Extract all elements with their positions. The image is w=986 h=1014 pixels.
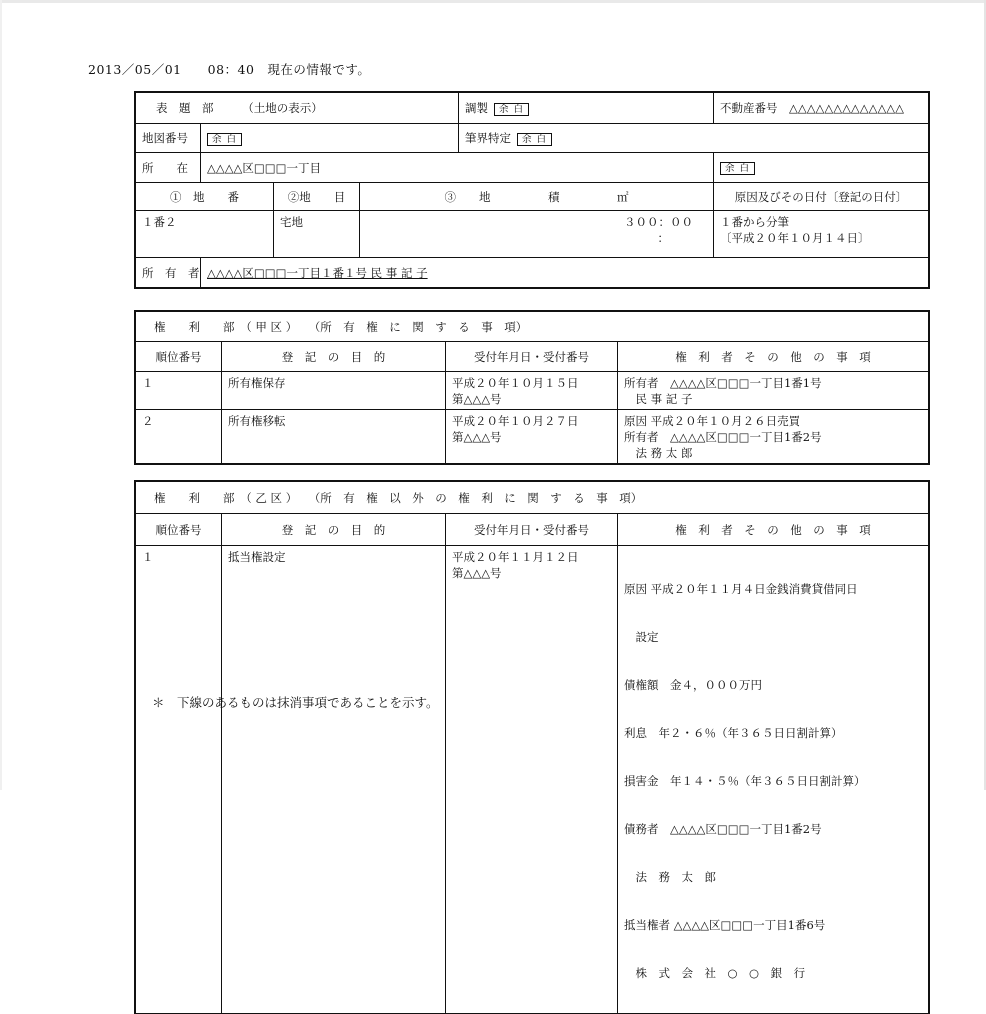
shozai-yohaku-box: 余 白 xyxy=(720,162,755,175)
fudosan-cell: 不動産番号 △△△△△△△△△△△△△ xyxy=(714,93,929,124)
page-edge-top xyxy=(0,0,986,3)
table-row-details: 所有者 △△△△区□□□一丁目1番1号 民 事 記 子 xyxy=(618,372,929,410)
genin-value: １番から分筆 〔平成２０年１０月１４日〕 xyxy=(714,211,929,258)
kouku-title: 権 利 部 （ 甲 区 ） （所 有 権 に 関 す る 事 項） xyxy=(136,312,929,342)
hyodai-title: 表 題 部 （土地の表示） xyxy=(136,93,459,124)
chiban-value: １番２ xyxy=(136,211,274,258)
chizu-label: 地図番号 xyxy=(136,124,201,153)
timestamp: 2013／05／01 08：40 現在の情報です。 xyxy=(88,62,371,77)
chimoku-value: 宅地 xyxy=(274,211,360,258)
table-row-date: 平成２０年１０月２７日 第△△△号 xyxy=(446,410,618,464)
chosei-yohaku-box: 余 白 xyxy=(494,103,529,116)
owner-label: 所 有 者 xyxy=(136,258,201,288)
table-row-date: 平成２０年１０月１５日 第△△△号 xyxy=(446,372,618,410)
col-chiseki: ③ 地 積 ㎡ xyxy=(360,183,714,211)
table-row-no: ２ xyxy=(136,410,222,464)
table-row-no: １ xyxy=(136,546,222,1014)
table-row-no: １ xyxy=(136,372,222,410)
kouku-header-date: 受付年月日・受付番号 xyxy=(446,342,618,372)
shozai-label: 所 在 xyxy=(136,153,201,183)
col-chiban: ① 地 番 xyxy=(136,183,274,211)
kouku-header-no: 順位番号 xyxy=(136,342,222,372)
footnote: ＊ 下線のあるものは抹消事項であることを示す。 xyxy=(152,695,439,710)
chiseki-value: ３００：００ ： xyxy=(360,211,714,258)
col-chimoku: ②地 目 xyxy=(274,183,360,211)
table-row-details: 原因 平成２０年１０月２６日売買 所有者 △△△△区□□□一丁目1番2号 法 務 太 郎 xyxy=(618,410,929,464)
owner-value: △△△△区□□□一丁目１番１号 民 事 記 子 xyxy=(201,258,929,288)
chizu-yohaku-box: 余 白 xyxy=(207,133,242,146)
kouku-header-details: 権 利 者 そ の 他 の 事 項 xyxy=(618,342,929,372)
table-row-details: 原因 平成２０年１１月４日金銭消費貸借同日 設定 債権額 金４，０００万円 利息 年２・６％（年３６５日日割計算） 損害金 年１４・５％（年３６５日日割計算） 債務者 △△△△区□□□一丁目1番2号 法 務 太 郎 抵当権者 △△△△区□□□一丁目1番6号 株 式 会 社 ○ ○ 銀 行 xyxy=(618,546,929,1014)
otsuku-header-no: 順位番号 xyxy=(136,514,222,546)
table-row-purpose: 所有権保存 xyxy=(222,372,446,410)
otsuku-header-date: 受付年月日・受付番号 xyxy=(446,514,618,546)
otsuku-title: 権 利 部 （ 乙 区 ） （所 有 権 以 外 の 権 利 に 関 す る 事 項） xyxy=(136,482,929,514)
shozai-value: △△△△区□□□一丁目 xyxy=(201,153,714,183)
table-row-purpose: 所有権移転 xyxy=(222,410,446,464)
otsuku-header-details: 権 利 者 そ の 他 の 事 項 xyxy=(618,514,929,546)
hikkai-cell: 筆界特定 余 白 xyxy=(459,124,929,153)
shozai-box-cell xyxy=(714,153,929,183)
hikkai-yohaku-box: 余 白 xyxy=(517,133,552,146)
table-row-date: 平成２０年１１月１２日 第△△△号 xyxy=(446,546,618,1014)
chosei-cell: 調製 余 白 xyxy=(459,93,714,124)
page-edge-left xyxy=(0,0,2,790)
kouku-header-purpose: 登 記 の 目 的 xyxy=(222,342,446,372)
fudosan-number: △△△△△△△△△△△△△ xyxy=(789,101,904,115)
otsuku-header-purpose: 登 記 の 目 的 xyxy=(222,514,446,546)
hyodai-table xyxy=(135,92,929,288)
chizu-cell xyxy=(201,124,459,153)
table-row-purpose: 抵当権設定 xyxy=(222,546,446,1014)
otsuku-table xyxy=(135,481,929,1014)
kouku-table xyxy=(135,311,929,464)
col-genin: 原因及びその日付〔登記の日付〕 xyxy=(714,183,929,211)
